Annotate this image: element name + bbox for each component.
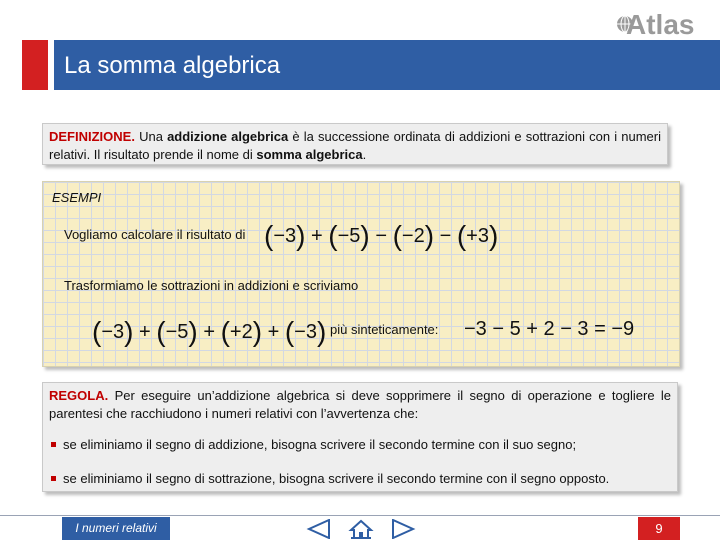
examples-heading: ESEMPI xyxy=(52,190,102,205)
term-somma-algebrica: somma algebrica xyxy=(256,147,363,162)
expression-1: (−3) + (−5) − (−2) − (+3) xyxy=(264,220,499,251)
triangle-left-icon xyxy=(306,519,332,539)
rule-box xyxy=(42,382,678,492)
bullet-square-icon xyxy=(51,476,56,481)
triangle-right-icon xyxy=(390,519,416,539)
logo-text: Atlas xyxy=(626,9,695,38)
rule-label: REGOLA. xyxy=(49,388,109,403)
example-line-2: Trasformiamo le sottrazioni in addizioni e scriviamo xyxy=(64,278,359,293)
expression-3: −3 − 5 + 2 − 3 = −9 xyxy=(464,318,635,340)
rule-text: Per eseguire un’addizione algebrica si deve sopprimere il segno di operazione e togliere le parentesi che racchiudono i numeri relativi con l’avvertenza che: xyxy=(49,388,671,421)
expression-2: (−3) + (−5) + (+2) + (−3) xyxy=(92,316,327,347)
rule-bullet: se eliminiamo il segno di sottrazione, bisogna scrivere il secondo termine con il segno opposto. xyxy=(51,470,609,488)
section-label: I numeri relativi xyxy=(62,517,170,540)
rule-bullet: se eliminiamo il segno di addizione, bisogna scrivere il secondo termine con il suo segno; xyxy=(51,436,576,454)
title-accent xyxy=(22,40,48,90)
atlas-logo xyxy=(612,4,702,38)
previous-button[interactable] xyxy=(306,519,332,539)
term-addizione-algebrica: addizione algebrica xyxy=(167,129,289,144)
compact-label: più sinteticamente: xyxy=(330,322,439,337)
home-button[interactable] xyxy=(348,519,374,539)
bullet-square-icon xyxy=(51,442,56,447)
page-number: 9 xyxy=(638,517,680,540)
definition-box: DEFINIZIONE. Una addizione algebrica è la successione ordinata di addizioni e sottrazioni con i numeri relativi. Il risultato prende il nome di somma algebrica. xyxy=(42,123,668,165)
home-icon xyxy=(348,519,374,539)
definition-label: DEFINIZIONE. xyxy=(49,129,135,144)
next-button[interactable] xyxy=(390,519,416,539)
example-line-1: Vogliamo calcolare il risultato di xyxy=(64,227,246,242)
page-title: La somma algebrica xyxy=(64,52,281,79)
